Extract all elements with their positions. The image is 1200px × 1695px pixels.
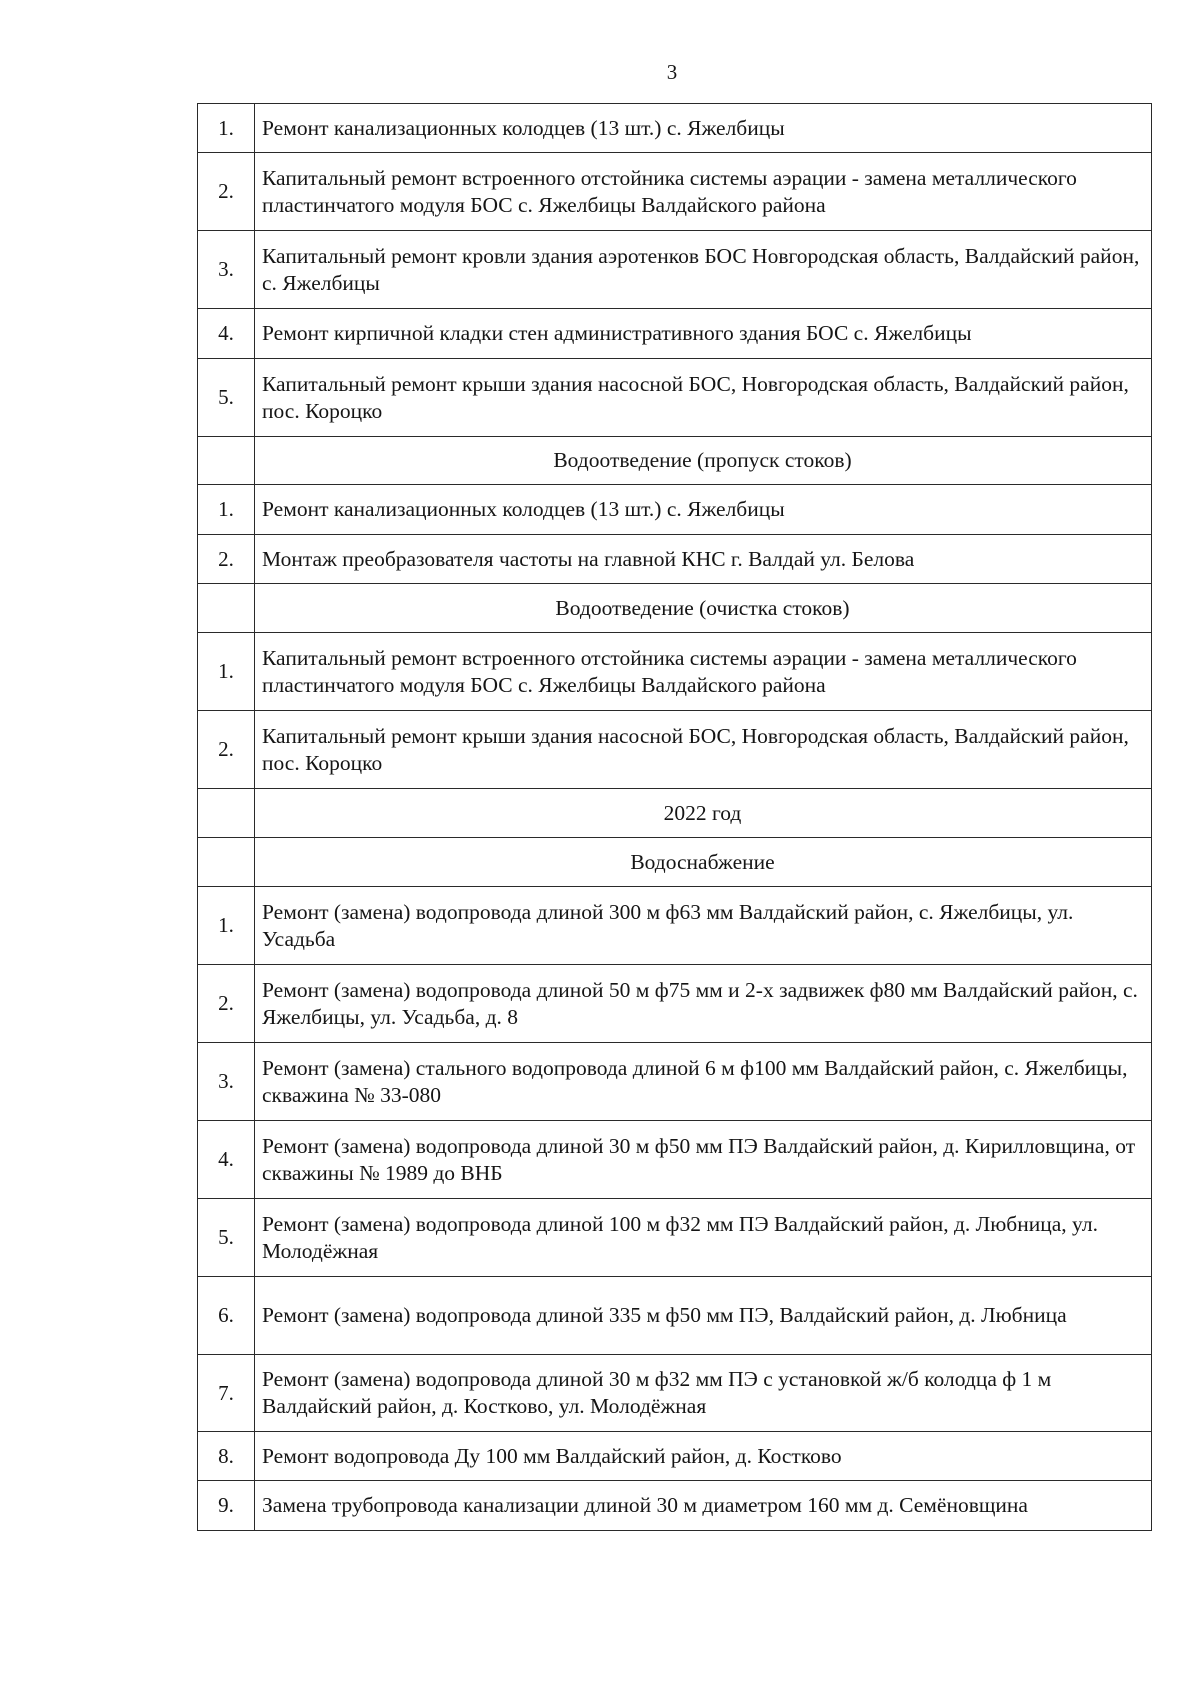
row-number: 1. bbox=[198, 104, 255, 153]
row-number: 9. bbox=[198, 1481, 255, 1531]
row-description: Ремонт (замена) водопровода длиной 30 м ф50 мм ПЭ Валдайский район, д. Кирилловщина, от скважины № 1989 до ВНБ bbox=[255, 1121, 1152, 1199]
row-description: Капитальный ремонт встроенного отстойника системы аэрации - замена металлического пластинчатого модуля БОС с. Яжелбицы Валдайского района bbox=[255, 633, 1152, 711]
row-description: Ремонт (замена) стального водопровода длиной 6 м ф100 мм Валдайский район, с. Яжелбицы, скважина № 33-080 bbox=[255, 1043, 1152, 1121]
table-row bbox=[198, 887, 1152, 965]
row-description: Капитальный ремонт встроенного отстойника системы аэрации - замена металлического пластинчатого модуля БОС с. Яжелбицы Валдайского района bbox=[255, 153, 1152, 231]
row-description: Ремонт канализационных колодцев (13 шт.) с. Яжелбицы bbox=[255, 485, 1152, 535]
table-row bbox=[198, 231, 1152, 309]
table-row bbox=[198, 1043, 1152, 1121]
section-row bbox=[198, 584, 1152, 633]
row-number: 2. bbox=[198, 711, 255, 789]
section-heading: Водоотведение (пропуск стоков) bbox=[255, 437, 1152, 485]
row-number: 6. bbox=[198, 1277, 255, 1355]
row-description: Капитальный ремонт крыши здания насосной БОС, Новгородская область, Валдайский район, пос. Короцко bbox=[255, 711, 1152, 789]
table-row bbox=[198, 1432, 1152, 1481]
section-heading: 2022 год bbox=[255, 789, 1152, 838]
row-description: Ремонт (замена) водопровода длиной 30 м ф32 мм ПЭ с установкой ж/б колодца ф 1 м Валдайский район, д. Костково, ул. Молодёжная bbox=[255, 1355, 1152, 1432]
row-number: 3. bbox=[198, 231, 255, 309]
row-description: Ремонт (замена) водопровода длиной 100 м ф32 мм ПЭ Валдайский район, д. Любница, ул. Молодёжная bbox=[255, 1199, 1152, 1277]
section-row bbox=[198, 838, 1152, 887]
row-description: Замена трубопровода канализации длиной 30 м диаметром 160 мм д. Семёновщина bbox=[255, 1481, 1152, 1531]
table-row bbox=[198, 1481, 1152, 1531]
row-description: Капитальный ремонт кровли здания аэротенков БОС Новгородская область, Валдайский район, с. Яжелбицы bbox=[255, 231, 1152, 309]
row-number: 4. bbox=[198, 1121, 255, 1199]
row-description: Капитальный ремонт крыши здания насосной БОС, Новгородская область, Валдайский район, пос. Короцко bbox=[255, 359, 1152, 437]
row-number: 3. bbox=[198, 1043, 255, 1121]
row-number: 4. bbox=[198, 309, 255, 359]
row-description: Ремонт (замена) водопровода длиной 50 м ф75 мм и 2-х задвижек ф80 мм Валдайский район, с. Яжелбицы, ул. Усадьба, д. 8 bbox=[255, 965, 1152, 1043]
table-row bbox=[198, 309, 1152, 359]
section-heading: Водоснабжение bbox=[255, 838, 1152, 887]
row-description: Ремонт водопровода Ду 100 мм Валдайский район, д. Костково bbox=[255, 1432, 1152, 1481]
table-row bbox=[198, 359, 1152, 437]
row-number: 2. bbox=[198, 535, 255, 584]
row-number: 8. bbox=[198, 1432, 255, 1481]
row-number: 1. bbox=[198, 485, 255, 535]
row-number: 1. bbox=[198, 633, 255, 711]
row-number-empty bbox=[198, 437, 255, 485]
table-row bbox=[198, 1121, 1152, 1199]
table-row bbox=[198, 965, 1152, 1043]
table-row bbox=[198, 153, 1152, 231]
row-description: Монтаж преобразователя частоты на главной КНС г. Валдай ул. Белова bbox=[255, 535, 1152, 584]
section-row bbox=[198, 789, 1152, 838]
row-number: 1. bbox=[198, 887, 255, 965]
row-description: Ремонт (замена) водопровода длиной 300 м ф63 мм Валдайский район, с. Яжелбицы, ул. Усадьба bbox=[255, 887, 1152, 965]
row-number: 5. bbox=[198, 1199, 255, 1277]
table-row bbox=[198, 1277, 1152, 1355]
works-table bbox=[197, 103, 1152, 1531]
row-description: Ремонт (замена) водопровода длиной 335 м ф50 мм ПЭ, Валдайский район, д. Любница bbox=[255, 1277, 1152, 1355]
row-number-empty bbox=[198, 838, 255, 887]
table-row bbox=[198, 711, 1152, 789]
page-number: 3 bbox=[666, 60, 678, 84]
table-row bbox=[198, 485, 1152, 535]
row-number: 5. bbox=[198, 359, 255, 437]
row-number-empty bbox=[198, 789, 255, 838]
row-number: 2. bbox=[198, 965, 255, 1043]
row-number-empty bbox=[198, 584, 255, 633]
row-number: 7. bbox=[198, 1355, 255, 1432]
section-row bbox=[198, 437, 1152, 485]
row-description: Ремонт кирпичной кладки стен административного здания БОС с. Яжелбицы bbox=[255, 309, 1152, 359]
row-number: 2. bbox=[198, 153, 255, 231]
table-row bbox=[198, 104, 1152, 153]
row-description: Ремонт канализационных колодцев (13 шт.) с. Яжелбицы bbox=[255, 104, 1152, 153]
table-row bbox=[198, 633, 1152, 711]
table-row bbox=[198, 1199, 1152, 1277]
table-row bbox=[198, 535, 1152, 584]
table-row bbox=[198, 1355, 1152, 1432]
section-heading: Водоотведение (очистка стоков) bbox=[255, 584, 1152, 633]
